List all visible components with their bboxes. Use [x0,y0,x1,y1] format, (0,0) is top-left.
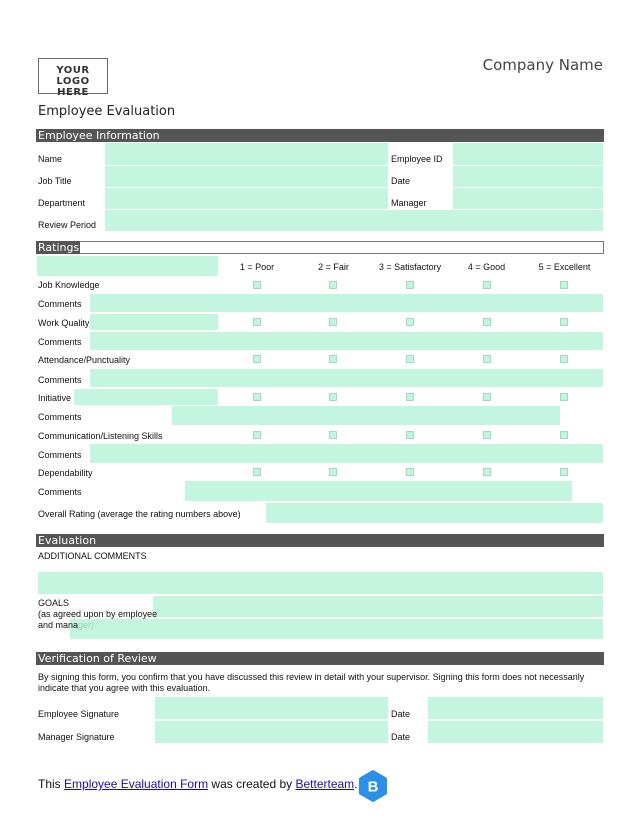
section-header-verification: Verification of Review [36,652,604,665]
comments-field-communication[interactable] [90,444,603,463]
footer-suffix: . [354,777,358,791]
employee-id-field[interactable] [453,143,603,165]
goals-label [38,598,157,631]
rating-checkbox[interactable] [253,318,261,326]
logo-placeholder [38,58,108,98]
job-title-field[interactable] [105,166,388,187]
section-header-evaluation: Evaluation [36,534,604,547]
goals-subtitle-cont [38,620,157,631]
ratings-header-outline [80,241,604,254]
manager-signature-field[interactable] [155,721,388,743]
review-period-label: Review Period [38,220,97,230]
criterion-label-communication: Communication/Listening Skills [38,431,163,441]
department-label: Department [38,198,86,208]
date-field[interactable] [453,166,603,187]
rating-checkbox[interactable] [560,318,568,326]
rating-checkbox[interactable] [253,355,261,363]
goals-field[interactable] [153,596,603,617]
rating-checkbox[interactable] [483,355,491,363]
manager-signature-date-field[interactable] [428,721,603,743]
scale-label-4: 4 = Good [467,262,506,272]
employee-signature-date-label: Date [391,709,411,719]
criterion-label-initiative: Initiative [38,393,72,403]
rating-checkbox[interactable] [483,281,491,289]
criterion-label-job-knowledge: Job Knowledge [38,280,100,290]
overall-rating-label: Overall Rating (average the rating numbers above) [38,509,241,519]
rating-checkbox[interactable] [406,318,414,326]
rating-checkbox[interactable] [329,393,337,401]
betterteam-logo-icon[interactable] [357,770,389,802]
rating-checkbox[interactable] [406,468,414,476]
comments-label: Comments [38,299,82,309]
criterion-label-work-quality: Work Quality [38,318,90,328]
comments-field-initiative[interactable] [172,406,560,425]
criterion-label-attendance: Attendance/Punctuality [38,355,131,365]
manager-field[interactable] [453,188,603,209]
footer-prefix: This [38,777,65,791]
rating-checkbox[interactable] [406,431,414,439]
rating-checkbox[interactable] [560,431,568,439]
employee-signature-date-field[interactable] [428,697,603,719]
employee-evaluation-form-link[interactable]: Employee Evaluation Form [64,777,209,791]
rating-checkbox[interactable] [329,468,337,476]
rating-checkbox[interactable] [329,431,337,439]
rating-checkbox[interactable] [483,318,491,326]
comments-label: Comments [38,337,82,347]
department-field[interactable] [105,188,388,209]
footer-middle: was created by [208,777,296,791]
criterion-label-dependability: Dependability [38,468,93,478]
rating-checkbox[interactable] [406,355,414,363]
name-field[interactable] [105,143,388,165]
additional-comments-field[interactable] [38,572,603,594]
rating-checkbox[interactable] [560,468,568,476]
rating-checkbox[interactable] [329,355,337,363]
comments-field-job-knowledge[interactable] [90,294,603,312]
goals-subtitle-part-a: and mana [38,620,79,630]
footer-credit [38,777,358,791]
additional-comments-label: ADDITIONAL COMMENTS [38,551,147,561]
verification-statement: By signing this form, you confirm that you have discussed this review in detail with your supervisor. Signing this form does not necessarily indicate that you agree with this evaluation. [38,672,585,693]
rating-checkbox[interactable] [406,393,414,401]
badge-letter: B [367,778,379,796]
rating-checkbox[interactable] [253,281,261,289]
manager-signature-label: Manager Signature [38,732,115,742]
section-header-ratings: Ratings [38,241,80,254]
goals-subtitle-part-b: ger) [78,620,95,630]
review-period-field[interactable] [105,210,603,231]
scale-label-3: 3 = Satisfactory [378,262,442,272]
ratings-header-cell [37,256,218,276]
rating-checkbox[interactable] [560,355,568,363]
rating-checkbox[interactable] [253,431,261,439]
goals-title: GOALS [38,598,70,608]
logo-line-1: YOUR LOGO [56,65,90,87]
rating-checkbox[interactable] [483,393,491,401]
section-header-employee-information: Employee Information [36,129,604,142]
comments-label: Comments [38,412,82,422]
rating-checkbox[interactable] [483,468,491,476]
name-label: Name [38,154,63,164]
comments-field-attendance[interactable] [90,369,603,387]
comments-field-work-quality[interactable] [90,332,603,350]
company-name: Company Name [482,56,603,74]
scale-label-5: 5 = Excellent [538,262,591,272]
page-title: Employee Evaluation [38,104,176,119]
manager-label: Manager [391,198,427,208]
overall-rating-field[interactable] [266,503,603,523]
comments-label: Comments [38,375,82,385]
rating-checkbox[interactable] [329,281,337,289]
criterion-highlight [74,389,218,405]
employee-id-label: Employee ID [391,154,443,164]
logo-line-2: HERE [57,87,89,98]
rating-checkbox[interactable] [483,431,491,439]
scale-label-2: 2 = Fair [318,262,349,272]
date-label: Date [391,176,411,186]
betterteam-link[interactable]: Betterteam [295,777,355,791]
comments-label: Comments [38,450,82,460]
rating-checkbox[interactable] [560,281,568,289]
goals-subtitle: (as agreed upon by employee [38,609,158,619]
rating-checkbox[interactable] [253,393,261,401]
hexagon-badge-icon [357,770,389,802]
manager-signature-date-label: Date [391,732,411,742]
comments-label: Comments [38,487,82,497]
job-title-label: Job Title [38,176,72,186]
criterion-highlight [90,314,218,330]
comments-field-dependability[interactable] [185,481,572,501]
rating-checkbox[interactable] [406,281,414,289]
employee-signature-label: Employee Signature [38,709,120,719]
scale-label-1: 1 = Poor [239,262,275,272]
rating-checkbox[interactable] [329,318,337,326]
rating-checkbox[interactable] [560,393,568,401]
rating-checkbox[interactable] [253,468,261,476]
employee-signature-field[interactable] [155,697,388,719]
